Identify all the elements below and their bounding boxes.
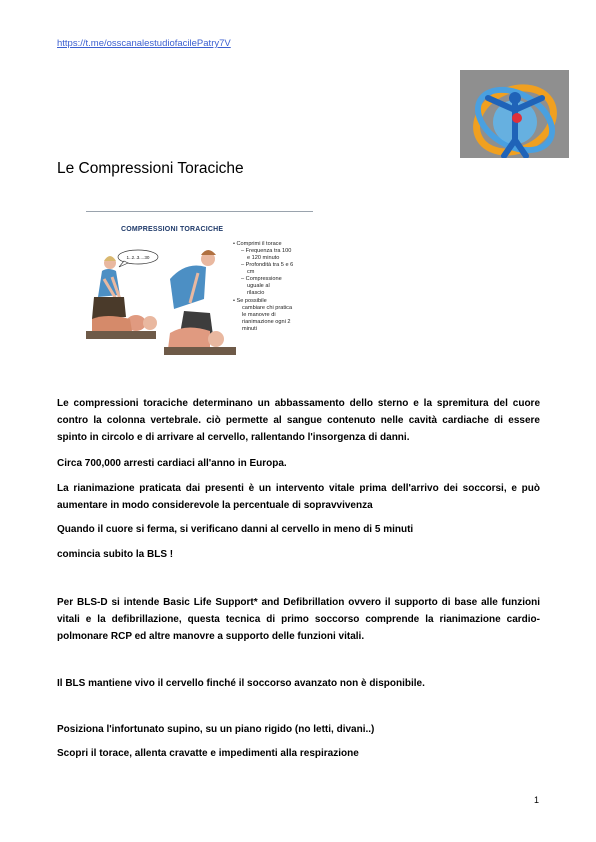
- page-title: Le Compressioni Toraciche: [57, 160, 244, 177]
- bullet-item: minuti: [242, 326, 257, 332]
- paragraph: Le compressioni toraciche determinano un abbassamento dello sterno e la spremitura del cuore contro la colonna vertebrale. ciò permette al sangue contenuto nelle cavità cardiache di essere spinto in circolo e di arrivare al cervello, rallentando l'insorgenza di danni.: [57, 398, 540, 443]
- bullet-item: e 120 minuto: [247, 255, 280, 261]
- telegram-link[interactable]: https://t.me/osscanalestudiofacilePatry7V: [57, 38, 231, 49]
- page-number: 1: [534, 795, 540, 805]
- bullet-item: – Profondità tra 5 e 6: [241, 262, 294, 268]
- figure-bullet-list: [233, 241, 311, 333]
- figure-divider: [86, 211, 313, 212]
- paragraph: Posiziona l'infortunato supino, su un piano rigido (no letti, divani..): [57, 724, 375, 735]
- paragraph: Scopri il torace, allenta cravatte e impedimenti alla respirazione: [57, 748, 359, 759]
- bullet-item: – Frequenza tra 100: [241, 248, 292, 254]
- cpr-logo-graphic: [460, 70, 569, 158]
- counter-text: 1..2..3....30: [126, 255, 150, 260]
- bullet-item: le manovre di: [242, 312, 276, 318]
- bullet-item: uguale al: [247, 283, 270, 289]
- paragraph: Per BLS-D si intende Basic Life Support* and Defibrillation ovvero il supporto di base alle funzioni vitali e la defibrillazione, questa tecnica di primo soccorso comprende la rianimazione cardio-polmonare RCP ed altre manovre a supporto delle funzioni vitali.: [57, 597, 540, 642]
- bullet-item: • Comprimi il torace: [233, 241, 282, 247]
- paragraph: Circa 700,000 arresti cardiaci all'anno in Europa.: [57, 458, 287, 469]
- paragraph: La rianimazione praticata dai presenti è un intervento vitale prima dell'arrivo dei soccorsi, e può aumentare in modo considerevole la percentuale di sopravvivenza: [57, 483, 540, 511]
- paragraph: comincia subito la BLS !: [57, 549, 174, 560]
- paragraph: Il BLS mantiene vivo il cervello finché il soccorso avanzato non è disponibile.: [57, 678, 425, 689]
- bullet-item: cm: [247, 269, 255, 275]
- paragraph: Quando il cuore si ferma, si verificano danni al cervello in meno di 5 minuti: [57, 524, 414, 535]
- cpr-illustration: [86, 239, 236, 367]
- bullet-item: • Se possibile: [233, 298, 267, 304]
- channel-logo-image: [460, 70, 569, 158]
- bullet-item: – Compressione: [241, 276, 282, 282]
- bullet-item: rianimazione ogni 2: [242, 319, 291, 325]
- figure-heading: COMPRESSIONI TORACICHE: [121, 226, 224, 233]
- bullet-item: rilascio: [247, 290, 265, 296]
- bullet-item: cambiare chi pratica: [242, 305, 293, 311]
- cpr-figure: [86, 211, 313, 373]
